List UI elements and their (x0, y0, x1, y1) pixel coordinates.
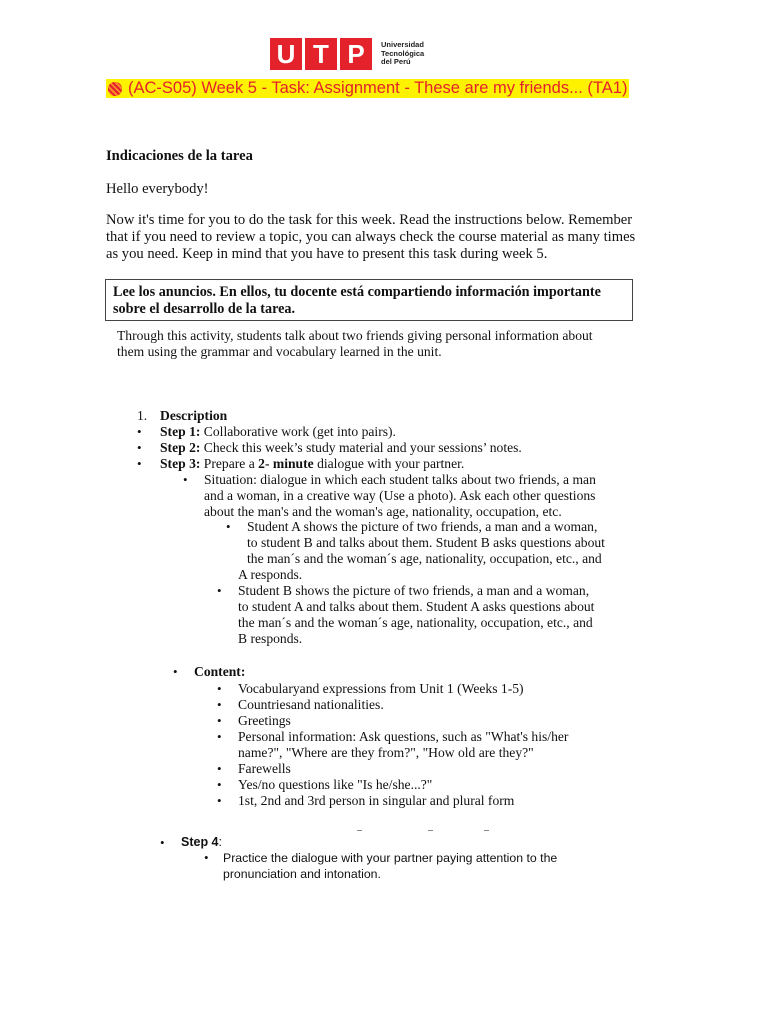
student-b-line: the man´s and the woman´s age, nationality, occupation, etc., and (238, 615, 593, 630)
content-item: name?", "Where are they from?", "How old are they?" (238, 745, 534, 760)
student-a-line: the man´s and the woman´s age, nationality, occupation, etc., and (247, 551, 602, 566)
title-text: (AC-S05) Week 5 - Task: Assignment - These are my friends... (TA1) (128, 79, 628, 97)
greeting: Hello everybody! (106, 181, 209, 197)
student-b-line: B responds. (238, 631, 303, 646)
step-4-colon: : (218, 835, 222, 849)
student-b-line: Student B shows the picture of two friends, a man and a woman, (238, 583, 590, 598)
logo-letter-t: T (305, 38, 337, 70)
bullet-icon: • (137, 456, 142, 471)
student-b-line: to student A and talks about them. Student A asks questions about (238, 599, 595, 614)
logo-text-line: del Perú (381, 57, 411, 67)
activity-line: Through this activity, students talk about two friends giving personal information about (117, 328, 593, 343)
step-2 (160, 440, 522, 456)
bullet-icon: • (204, 850, 209, 865)
announcement-box (105, 279, 633, 321)
content-item: Yes/no questions like "Is he/she...?" (238, 777, 433, 792)
step-4-line: pronunciation and intonation. (223, 867, 381, 881)
step-3-post: dialogue with your partner. (313, 456, 465, 471)
content-item: Personal information: Ask questions, such as "What's his/her (238, 729, 569, 744)
logo-letter-u: U (270, 38, 302, 70)
content-item: Greetings (238, 713, 291, 728)
section-heading: Indicaciones de la tarea (106, 148, 253, 164)
step-4-label: Step 4 (181, 835, 219, 849)
bullet-icon: • (217, 583, 222, 598)
activity-line: them using the grammar and vocabulary learned in the unit. (117, 344, 442, 359)
step-4-heading (181, 834, 222, 850)
description-heading: Description (160, 408, 228, 423)
step-3-pre: Prepare a (200, 456, 259, 471)
step-4-line: Practice the dialogue with your partner paying attention to the (223, 851, 558, 865)
step-2-label: Step 2: (160, 440, 201, 455)
intro-line: as you need. Keep in mind that you have to present this task during week 5. (106, 246, 548, 262)
content-item: Vocabularyand expressions from Unit 1 (Weeks 1-5) (238, 681, 524, 696)
divider-dash (357, 830, 362, 831)
logo-text (381, 41, 424, 67)
content-item: Farewells (238, 761, 291, 776)
description-number: 1. (137, 408, 148, 423)
bullet-icon: • (217, 729, 222, 744)
bullet-icon: • (217, 697, 222, 712)
logo-text-line: Universidad (381, 40, 424, 50)
content-item: Countriesand nationalities. (238, 697, 384, 712)
intro-line: that if you need to review a topic, you can always check the course material as many times (106, 229, 636, 245)
announcement-line: Lee los anuncios. En ellos, tu docente está compartiendo información importante (113, 284, 601, 300)
announcement-line: sobre el desarrollo de la tarea. (113, 301, 296, 317)
step-1-label: Step 1: (160, 424, 201, 439)
situation-line: about the man's and the woman's age, nationality, occupation, etc. (204, 504, 562, 519)
step-1-text: Collaborative work (get into pairs). (200, 424, 396, 439)
bullet-icon: • (183, 472, 188, 487)
bullet-icon: • (173, 664, 178, 679)
step-3-duration: 2- minute (258, 456, 314, 471)
divider-dash (428, 830, 433, 831)
student-a-line: Student A shows the picture of two friends, a man and a woman, (247, 519, 598, 534)
bullet-icon: • (226, 519, 231, 534)
bullet-icon: • (217, 713, 222, 728)
logo-letter-p: P (340, 38, 372, 70)
student-a-line: to student B and talks about them. Student B asks questions about (247, 535, 605, 550)
bullet-icon: • (217, 793, 222, 808)
student-a-line: A responds. (238, 567, 303, 582)
content-heading: Content: (194, 664, 246, 679)
situation-line: and a woman, in a creative way (Use a photo). Ask each other questions (204, 488, 596, 503)
bullet-icon: • (217, 681, 222, 696)
intro-line: Now it's time for you to do the task for this week. Read the instructions below. Remember (106, 212, 633, 228)
step-3-label: Step 3: (160, 456, 201, 471)
step-2-text: Check this week’s study material and your sessions’ notes. (200, 440, 522, 455)
bullet-icon: • (137, 424, 142, 439)
bullet-icon: • (217, 777, 222, 792)
step-1 (160, 424, 396, 440)
divider-dash (484, 830, 489, 831)
step-3 (160, 456, 464, 472)
bullet-icon: • (137, 440, 142, 455)
content-item: 1st, 2nd and 3rd person in singular and plural form (238, 793, 515, 808)
striped-circle-icon (108, 82, 122, 96)
bullet-icon: • (217, 761, 222, 776)
assignment-title (106, 79, 629, 98)
bullet-icon: • (160, 835, 165, 850)
situation-line: Situation: dialogue in which each student talks about two friends, a man (204, 472, 596, 487)
utp-logo (270, 38, 424, 70)
logo-text-line: Tecnológica (381, 48, 425, 58)
